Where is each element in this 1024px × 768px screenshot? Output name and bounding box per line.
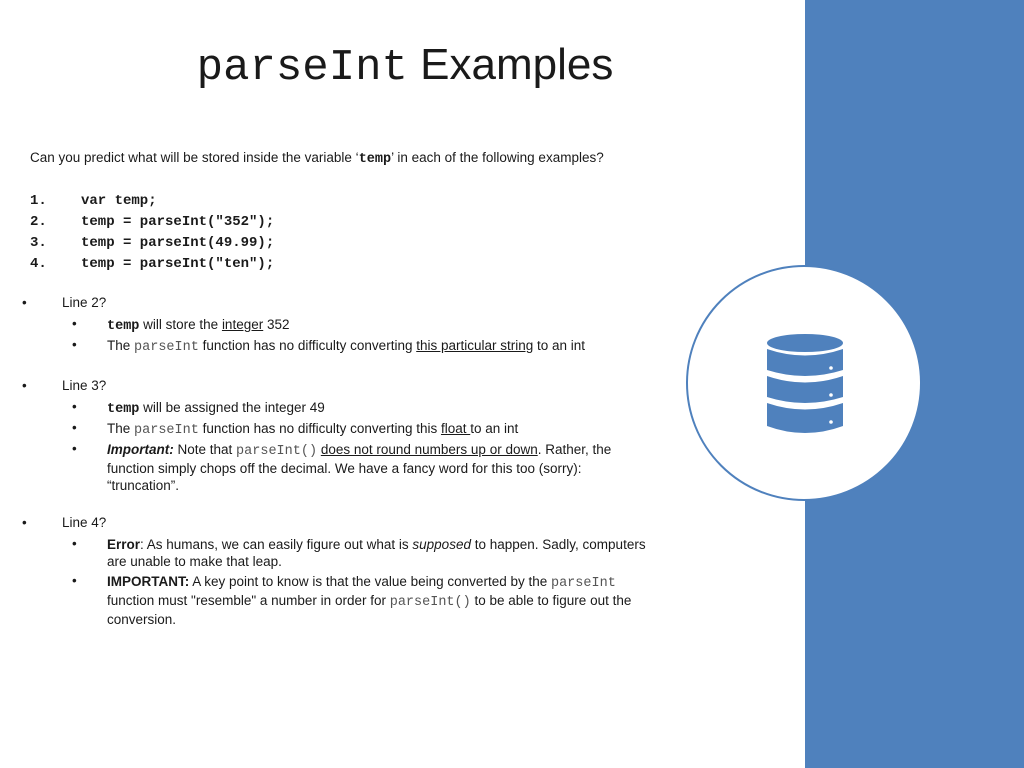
underlined-text: float [440,421,471,436]
code-line-text: temp = parseInt("352"); [81,214,275,230]
text: The [107,421,135,436]
text: function has no difficulty converting [198,338,417,353]
code-line-text: temp = parseInt("ten"); [81,256,275,272]
bullet-label: Line 2? [62,295,107,310]
code-line-number: 4. [30,256,47,272]
text: to happen. Sadly, computers are unable to make that leap. [107,537,646,569]
bullet-mark: • [72,441,77,456]
code-block [30,191,274,275]
code-line [30,191,274,212]
text: will store the [139,317,222,332]
code-line [30,254,274,275]
underlined-text: this particular string [416,338,534,353]
text: The [107,338,135,353]
bullet-mark: • [72,399,77,414]
code-line [30,233,274,254]
bullet-label: Line 4? [62,515,107,530]
bullet-mark: • [22,378,27,393]
icon-circle [686,265,922,501]
bullet-mark: • [22,515,27,530]
bullet-mark: • [72,573,77,588]
sub-bullet [72,337,652,356]
text: 352 [263,317,290,332]
code-line-text: temp = parseInt(49.99); [81,235,275,251]
intro-question [30,150,604,167]
text: to be able to figure out the conversion. [107,593,632,627]
bullet-line4 [22,515,106,530]
code-line-number: 3. [30,235,47,251]
text: to an int [470,421,519,436]
inline-code: parseInt [550,576,616,591]
inline-code: parseInt [134,423,199,438]
text: . Rather, the function simply chops off the decimal. We have a fancy word for this too (sorry): “truncation”. [107,442,612,493]
database-icon [767,334,843,438]
bullet-mark: • [72,337,77,352]
intro-before: Can you predict what will be stored inside the variable ‘ [30,150,359,165]
title-text: Examples [420,40,614,89]
sub-bullet [72,441,652,494]
slide-title [0,40,810,93]
inline-code: parseInt() [236,444,318,459]
bullet-mark: • [22,295,27,310]
underlined-text: integer [221,317,264,332]
title-code: parseInt [196,43,408,93]
var-name: temp [107,319,140,334]
var-name: temp [107,402,140,417]
italic-text: supposed [412,537,471,552]
bullet-line3 [22,378,106,393]
bullet-mark: • [72,536,77,551]
emphasis-label: Important: [107,442,174,457]
code-line-text: var temp; [81,193,157,209]
intro-var: temp [358,152,392,167]
text: function must "resemble" a number in order for [107,593,390,608]
text: will be assigned the integer 49 [139,400,325,415]
text: function has no difficulty converting this [198,421,441,436]
sub-bullet [72,420,652,439]
bullet-mark: • [72,316,77,331]
sub-bullet [72,316,652,335]
bold-label: Error [107,537,141,552]
bullet-mark: • [72,420,77,435]
bullet-line2 [22,295,106,310]
bullet-label: Line 3? [62,378,107,393]
underlined-text: does not round numbers up or down [320,442,538,457]
sub-bullet [72,399,652,418]
code-line-number: 2. [30,214,47,230]
code-line [30,212,274,233]
text: : As humans, we can easily figure out what is [140,537,413,552]
inline-code: parseInt() [389,595,471,610]
intro-after: ’ in each of the following examples? [391,150,604,165]
inline-code: parseInt [134,340,199,355]
text: A key point to know is that the value being converted by the [189,574,551,589]
code-line-number: 1. [30,193,47,209]
sub-bullet [72,536,652,570]
text: to an int [533,338,586,353]
sub-bullet [72,573,652,628]
text: Note that [173,442,237,457]
bold-label: IMPORTANT: [107,574,190,589]
